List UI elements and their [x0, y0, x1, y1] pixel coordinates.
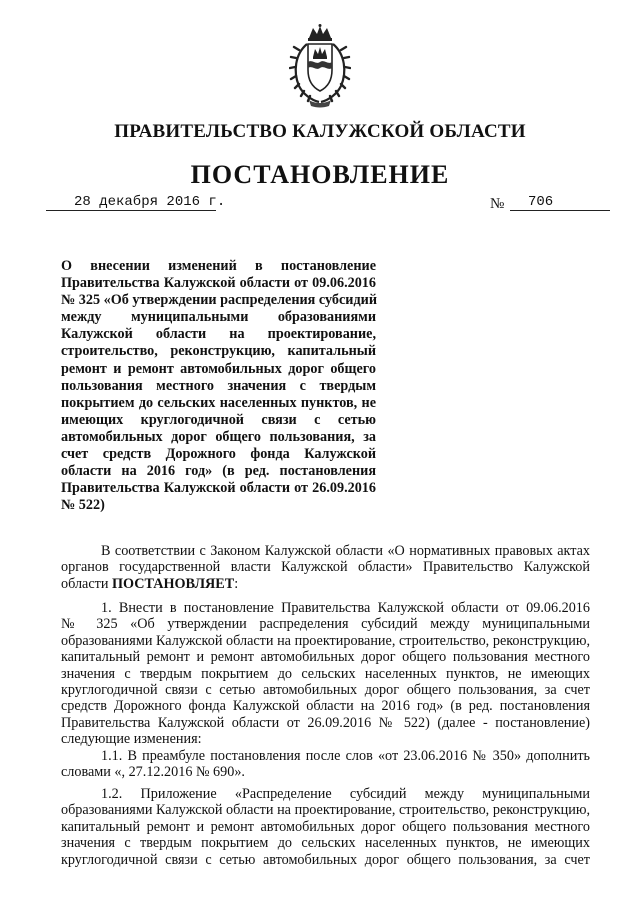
subject-line: счет средств Дорожного фонда Калужской [61, 446, 376, 463]
subject-line: автомобильных дорог общего пользования, за [61, 428, 376, 445]
item-1-line: 1. Внести в постановление Правительства Калужской области от 09.06.2016 [101, 600, 590, 616]
item-1-line: образованиями Калужской области на проектирование, строительство, реконструкцию, [61, 632, 590, 649]
subject-line: имеющих круглогодичной связи с сетью [61, 411, 376, 428]
item-1-2-line: капитальный ремонт и ремонт автомобильных дорог общего пользования местного [61, 818, 590, 835]
item-1-2-line: 1.2. Приложение «Распределение субсидий между муниципальными [101, 786, 590, 802]
preamble-line: органов государственной власти Калужской области» Правительство Калужской [61, 559, 590, 576]
item-1-1-line: 1.1. В преамбуле постановления после слов «от 23.06.2016 № 350» дополнить [101, 748, 590, 764]
item-1-line: круглогодичной связи с сетью автомобильных дорог общего пользования, за счет [61, 682, 590, 699]
subject-line: Правительства Калужской области от 26.09.2016 [61, 480, 376, 497]
item-1-line: значения с твердым покрытием до сельских населенных пунктов, не имеющих [61, 665, 590, 682]
subject-line: Калужской области на проектирование, [61, 326, 376, 343]
item-1-line: Правительства Калужской области от 26.09.2016 № 522) (далее - постановление) [61, 714, 590, 731]
subject-line: строительство, реконструкцию, капитальный [61, 343, 376, 360]
preamble-prefix: области [61, 575, 112, 592]
item-1-2-line: круглогодичной связи с сетью автомобильных дорог общего пользования, за счет [61, 851, 590, 868]
preamble-line [61, 576, 590, 592]
item-1-paragraph [61, 600, 590, 748]
subject-line: между муниципальными образованиями [61, 309, 376, 326]
number-underline [510, 210, 610, 211]
item-1-line: капитальный ремонт и ремонт автомобильных дорог общего пользования местного [61, 649, 590, 666]
subject-line: области на 2016 год» (в ред. постановления [61, 463, 376, 480]
document-type-title: ПОСТАНОВЛЕНИЕ [190, 160, 450, 189]
item-1-1-line: словами «, 27.12.2016 № 690». [61, 764, 245, 781]
item-1-line: № 325 «Об утверждении распределения субсидий между муниципальными [61, 616, 590, 633]
decree-number: 706 [528, 194, 554, 210]
subject-line: О внесении изменений в постановление [61, 258, 376, 274]
subject-line: Правительства Калужской области от 09.06.2016 [61, 275, 376, 292]
number-sign: № [490, 196, 505, 212]
subject-line: покрытием до сельских населенных пунктов, не [61, 394, 376, 411]
subject-line: № 522) [61, 497, 105, 514]
subject-line: ремонт и ремонт автомобильных дорог общего [61, 360, 376, 377]
date-underline [46, 210, 216, 211]
government-title: ПРАВИТЕЛЬСТВО КАЛУЖСКОЙ ОБЛАСТИ [114, 121, 526, 142]
kaluga-coat-of-arms-icon [289, 24, 351, 108]
preamble-line: В соответствии с Законом Калужской области «О нормативных правовых актах [101, 543, 590, 559]
item-1-2-line: значения с твердым покрытием до сельских населенных пунктов, не имеющих [61, 835, 590, 852]
decree-subject [61, 258, 376, 514]
preamble-paragraph [61, 543, 590, 592]
subject-line: № 325 «Об утверждении распределения субсидий [61, 292, 378, 309]
item-1-2-paragraph [61, 786, 590, 868]
item-1-1-paragraph [61, 748, 590, 781]
decides-keyword: ПОСТАНОВЛЯЕТ [111, 575, 235, 592]
decree-date: 28 декабря 2016 г. [74, 194, 226, 210]
item-1-2-line: образованиями Калужской области на проектирование, строительство, реконструкцию, [61, 802, 590, 819]
item-1-line: следующие изменения: [61, 731, 202, 748]
subject-line: пользования местного значения с твердым [61, 377, 376, 394]
preamble-suffix: : [234, 575, 239, 592]
item-1-line: средств Дорожного фонда Калужской области на 2016 год» (в ред. постановления [61, 698, 590, 715]
